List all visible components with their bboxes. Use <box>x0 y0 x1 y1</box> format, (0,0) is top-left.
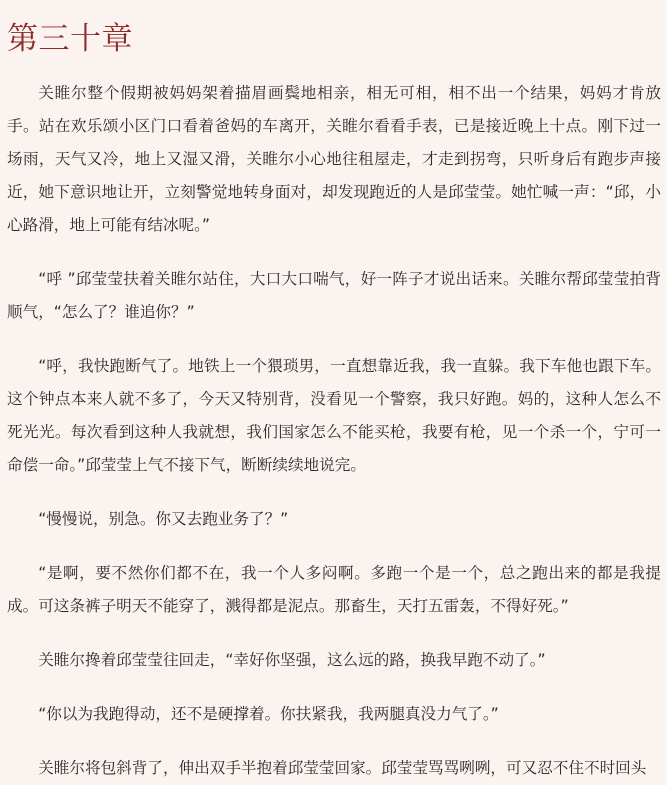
paragraph: “是啊，要不然你们都不在，我一个人多闷啊。多跑一个是一个，总之跑出来的都是我提成。可这条裤子明天不能穿了，溅得都是泥点。那畜生，天打五雷轰，不得好死。” <box>7 564 661 615</box>
paragraph: “呼，我快跑断气了。地铁上一个猥琐男，一直想靠近我，我一直躲。我下车他也跟下车。这个钟点本来人就不多了，今天又特别背，没看见一个警察，我只好跑。妈的，这种人怎么不死光光。每次看到这种人我就想，我们国家怎么不能买枪，我要有枪，见一个杀一个，宁可一命偿一命。”邱莹莹上气不接下气，断断续续地说完。 <box>7 357 661 474</box>
paragraph: “呼 ”邱莹莹扶着关睢尔站住，大口大口喘气，好一阵子才说出话来。关睢尔帮邱莹莹拍背顺气，“怎么了？谁追你？” <box>7 270 661 321</box>
chapter-body <box>7 77 661 785</box>
paragraph: 关睢尔整个假期被妈妈架着描眉画鬓地相亲，相无可相，相不出一个结果，妈妈才肯放手。站在欢乐颂小区门口看着爸妈的车离开，关睢尔看看手表，已是接近晚上十点。刚下过一场雨，天气又冷，地上又湿又滑，关睢尔小心地往租屋走，才走到拐弯，只听身后有跑步声接近，她下意识地让开，立刻警觉地转身面对，却发现跑近的人是邱莹莹。她忙喊一声：“邱，小心路滑，地上可能有结冰呢。” <box>7 84 661 234</box>
paragraph: “慢慢说，别急。你又去跑业务了？” <box>38 510 289 528</box>
paragraph: 关睢尔将包斜背了，伸出双手半抱着邱莹莹回家。邱莹莹骂骂咧咧，可又忍不住不时回头 <box>38 759 647 777</box>
chapter-title: 第三十章 <box>7 21 133 57</box>
paragraph: “你以为我跑得动，还不是硬撑着。你扶紧我，我两腿真没力气了。” <box>38 705 499 723</box>
paragraph: 关睢尔搀着邱莹莹往回走，“幸好你坚强，这么远的路，换我早跑不动了。” <box>38 651 546 669</box>
